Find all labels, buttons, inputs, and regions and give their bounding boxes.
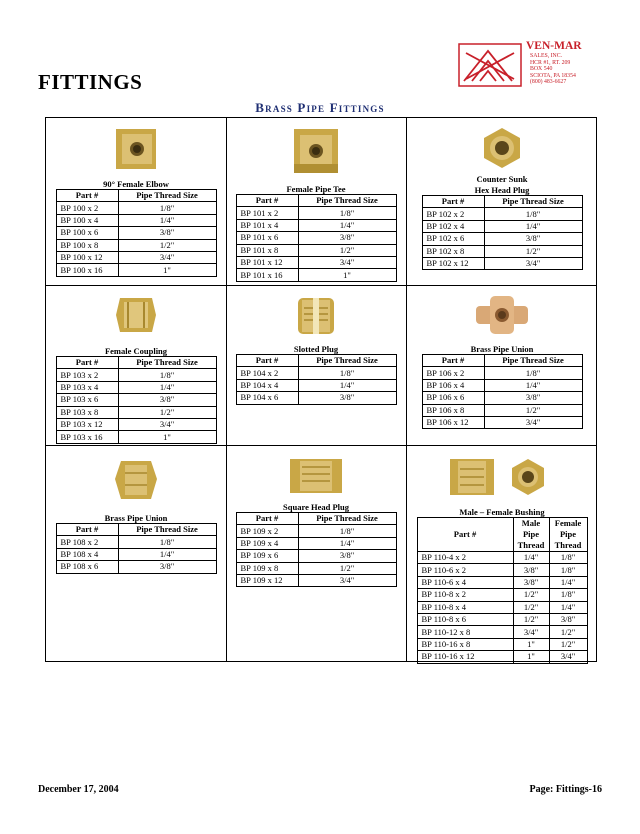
table-row <box>56 418 216 430</box>
table-row <box>56 202 216 214</box>
spec-table-elbow <box>56 189 217 277</box>
logo-address <box>530 53 576 86</box>
table-row <box>236 379 396 391</box>
table-row <box>422 367 582 379</box>
elbow-fitting-icon <box>114 126 158 172</box>
female-thread: 1/4" <box>549 576 587 588</box>
thread-size: 1" <box>298 269 396 281</box>
thread-size: 3/4" <box>298 574 396 586</box>
hex-plug-icon <box>480 126 524 170</box>
logo-line: (800) 483-6627 <box>530 79 567 86</box>
table-row <box>417 564 587 576</box>
coupling-icon <box>114 294 158 336</box>
thread-size: 1/2" <box>484 245 582 257</box>
table-row <box>417 651 587 663</box>
product-title: Male – Female Bushing <box>459 507 545 517</box>
part-number: BP 101 x 12 <box>236 256 298 268</box>
product-cell-union-108 <box>46 455 226 574</box>
female-thread: 1/4" <box>549 601 587 613</box>
part-number: BP 103 x 16 <box>56 431 118 443</box>
part-number: BP 102 x 6 <box>422 233 484 245</box>
table-row <box>56 548 216 560</box>
thread-size: 1/8" <box>118 369 216 381</box>
thread-size: 3/8" <box>118 561 216 573</box>
table-row <box>422 257 582 269</box>
thread-size: 1/4" <box>484 220 582 232</box>
female-thread: 3/4" <box>549 651 587 663</box>
spec-table-coupling <box>56 356 217 444</box>
column-header: Female Pipe Thread <box>549 518 587 552</box>
table-row <box>417 613 587 625</box>
thread-size: 1/2" <box>118 239 216 251</box>
table-row <box>417 589 587 601</box>
male-thread: 1/2" <box>513 613 549 625</box>
product-cell-hex-plug <box>406 126 598 270</box>
table-row <box>417 626 587 638</box>
thread-size: 1/2" <box>484 404 582 416</box>
column-header: Part # <box>236 195 298 207</box>
table-row <box>236 219 396 231</box>
page-title: FITTINGS <box>38 70 143 94</box>
part-number: BP 103 x 2 <box>56 369 118 381</box>
part-number: BP 109 x 6 <box>236 550 298 562</box>
thread-size: 3/4" <box>484 257 582 269</box>
column-header: Pipe Thread Size <box>298 355 396 367</box>
table-row <box>56 369 216 381</box>
product-cell-elbow <box>46 126 226 277</box>
thread-size: 1/4" <box>118 548 216 560</box>
part-number: BP 110-8 x 2 <box>417 589 513 601</box>
table-row <box>417 552 587 564</box>
part-number: BP 106 x 6 <box>422 392 484 404</box>
table-row <box>422 404 582 416</box>
column-header: Pipe Thread Size <box>118 357 216 369</box>
thread-size: 1" <box>118 431 216 443</box>
logo-company-name: VEN-MAR <box>526 40 582 52</box>
column-header: Part # <box>56 524 118 536</box>
logo-line: BOX 540 <box>530 66 553 73</box>
square-plug-icon <box>288 455 344 497</box>
bushing-images <box>406 455 598 499</box>
thread-size: 3/8" <box>298 232 396 244</box>
bushing-end-icon <box>510 457 546 497</box>
thread-size: 1/4" <box>298 537 396 549</box>
male-thread: 3/8" <box>513 576 549 588</box>
thread-size: 3/4" <box>118 418 216 430</box>
part-number: BP 109 x 2 <box>236 525 298 537</box>
table-row <box>56 406 216 418</box>
thread-size: 1/2" <box>118 406 216 418</box>
product-title: Female Pipe Tee <box>286 184 346 194</box>
thread-size: 1/8" <box>118 536 216 548</box>
column-header: Pipe Thread Size <box>484 355 582 367</box>
thread-size: 3/8" <box>118 227 216 239</box>
part-number: BP 110-4 x 2 <box>417 552 513 564</box>
thread-size: 1" <box>118 264 216 276</box>
spec-table-bushing <box>417 517 588 664</box>
male-thread: 1/2" <box>513 589 549 601</box>
table-row <box>417 601 587 613</box>
product-title: Counter Sunk <box>476 174 528 184</box>
logo-line: SCIOTA, PA 18354 <box>530 72 576 79</box>
footer-date: December 17, 2004 <box>38 784 119 795</box>
column-header: Part # <box>56 357 118 369</box>
table-row <box>417 638 587 650</box>
part-number: BP 100 x 6 <box>56 227 118 239</box>
thread-size: 3/8" <box>484 233 582 245</box>
thread-size: 1/8" <box>484 367 582 379</box>
slotted-plug-icon <box>294 294 338 338</box>
thread-size: 3/4" <box>298 256 396 268</box>
table-row <box>56 381 216 393</box>
female-thread: 1/2" <box>549 626 587 638</box>
part-number: BP 104 x 4 <box>236 379 298 391</box>
part-number: BP 109 x 4 <box>236 537 298 549</box>
footer-page-number: Page: Fittings-16 <box>529 784 602 795</box>
table-row <box>236 392 396 404</box>
thread-size: 1/4" <box>484 379 582 391</box>
thread-size: 1/4" <box>118 381 216 393</box>
male-thread: 3/8" <box>513 564 549 576</box>
ven-mar-logo-icon <box>458 43 522 87</box>
part-number: BP 110-16 x 12 <box>417 651 513 663</box>
part-number: BP 109 x 12 <box>236 574 298 586</box>
spec-table-hex-plug <box>422 195 583 270</box>
thread-size: 1/4" <box>298 379 396 391</box>
thread-size: 3/4" <box>484 416 582 428</box>
thread-size: 1/8" <box>484 208 582 220</box>
female-thread: 1/8" <box>549 589 587 601</box>
male-thread: 1" <box>513 638 549 650</box>
table-row <box>236 537 396 549</box>
thread-size: 3/8" <box>484 392 582 404</box>
part-number: BP 102 x 12 <box>422 257 484 269</box>
column-header: Part # <box>236 513 298 525</box>
part-number: BP 102 x 4 <box>422 220 484 232</box>
male-thread: 1/2" <box>513 601 549 613</box>
logo-line: HCR #1, RT. 209 <box>530 59 571 66</box>
thread-size: 1/4" <box>118 214 216 226</box>
spec-table-union-106 <box>422 354 583 429</box>
part-number: BP 103 x 6 <box>56 394 118 406</box>
part-number: BP 100 x 2 <box>56 202 118 214</box>
thread-size: 3/8" <box>298 550 396 562</box>
part-number: BP 110-6 x 4 <box>417 576 513 588</box>
table-row <box>236 367 396 379</box>
part-number: BP 100 x 8 <box>56 239 118 251</box>
thread-size: 1/2" <box>298 562 396 574</box>
product-cell-union-106 <box>406 294 598 429</box>
part-number: BP 100 x 12 <box>56 251 118 263</box>
part-number: BP 108 x 6 <box>56 561 118 573</box>
fittings-grid <box>45 117 597 662</box>
product-cell-square-plug <box>226 455 406 587</box>
thread-size: 3/8" <box>298 392 396 404</box>
thread-size: 1/4" <box>298 219 396 231</box>
table-row <box>56 536 216 548</box>
table-row <box>422 233 582 245</box>
female-thread: 3/8" <box>549 613 587 625</box>
table-row <box>56 394 216 406</box>
thread-size: 1/2" <box>298 244 396 256</box>
female-thread: 1/2" <box>549 638 587 650</box>
thread-size: 3/4" <box>118 251 216 263</box>
pipe-union-icon <box>474 294 530 336</box>
part-number: BP 106 x 12 <box>422 416 484 428</box>
table-row <box>236 550 396 562</box>
column-header: Pipe Thread Size <box>298 513 396 525</box>
table-row <box>236 207 396 219</box>
part-number: BP 110-6 x 2 <box>417 564 513 576</box>
part-number: BP 103 x 12 <box>56 418 118 430</box>
table-row <box>56 227 216 239</box>
product-title: Square Head Plug <box>283 502 349 512</box>
table-row <box>417 576 587 588</box>
part-number: BP 106 x 8 <box>422 404 484 416</box>
pipe-union-icon <box>113 455 159 505</box>
table-row <box>56 561 216 573</box>
column-header: Part # <box>236 355 298 367</box>
column-header: Pipe Thread Size <box>298 195 396 207</box>
thread-size: 1/8" <box>118 202 216 214</box>
part-number: BP 102 x 8 <box>422 245 484 257</box>
part-number: BP 110-8 x 6 <box>417 613 513 625</box>
male-thread: 3/4" <box>513 626 549 638</box>
male-thread: 1" <box>513 651 549 663</box>
product-cell-tee <box>226 126 406 282</box>
part-number: BP 102 x 2 <box>422 208 484 220</box>
part-number: BP 104 x 6 <box>236 392 298 404</box>
logo-line: SALES, INC. <box>530 53 563 59</box>
column-header: Male Pipe Thread <box>513 518 549 552</box>
part-number: BP 103 x 4 <box>56 381 118 393</box>
part-number: BP 103 x 8 <box>56 406 118 418</box>
spec-table-tee <box>236 194 397 282</box>
table-row <box>422 208 582 220</box>
column-header: Part # <box>422 355 484 367</box>
table-row <box>236 232 396 244</box>
part-number: BP 101 x 4 <box>236 219 298 231</box>
product-title: Female Coupling <box>104 346 168 356</box>
part-number: BP 110-8 x 4 <box>417 601 513 613</box>
spec-table-union-108 <box>56 523 217 574</box>
part-number: BP 101 x 2 <box>236 207 298 219</box>
column-header: Part # <box>417 518 513 552</box>
table-row <box>56 239 216 251</box>
product-cell-bushing <box>406 455 598 664</box>
product-title: Brass Pipe Union <box>104 513 168 523</box>
part-number: BP 100 x 4 <box>56 214 118 226</box>
table-row <box>56 264 216 276</box>
table-row <box>236 525 396 537</box>
part-number: BP 100 x 16 <box>56 264 118 276</box>
thread-size: 1/8" <box>298 367 396 379</box>
table-row <box>236 574 396 586</box>
column-header: Part # <box>422 196 484 208</box>
part-number: BP 108 x 4 <box>56 548 118 560</box>
thread-size: 1/8" <box>298 207 396 219</box>
table-row <box>56 431 216 443</box>
section-title: Brass Pipe Fittings <box>255 100 385 115</box>
table-row <box>56 251 216 263</box>
female-thread: 1/8" <box>549 552 587 564</box>
company-logo <box>458 40 598 88</box>
table-row <box>56 214 216 226</box>
part-number: BP 101 x 6 <box>236 232 298 244</box>
column-header: Pipe Thread Size <box>484 196 582 208</box>
part-number: BP 110-12 x 8 <box>417 626 513 638</box>
spec-table-slotted-plug <box>236 354 397 405</box>
part-number: BP 110-16 x 8 <box>417 638 513 650</box>
part-number: BP 101 x 8 <box>236 244 298 256</box>
grid-divider <box>46 445 596 446</box>
table-row <box>236 562 396 574</box>
column-header: Part # <box>56 190 118 202</box>
product-title: 90° Female Elbow <box>103 179 169 189</box>
product-title: Slotted Plug <box>293 344 339 354</box>
product-title: Brass Pipe Union <box>470 344 534 354</box>
grid-divider <box>46 285 596 286</box>
product-cell-slotted-plug <box>226 294 406 405</box>
part-number: BP 104 x 2 <box>236 367 298 379</box>
thread-size: 3/8" <box>118 394 216 406</box>
table-row <box>236 256 396 268</box>
part-number: BP 109 x 8 <box>236 562 298 574</box>
thread-size: 1/8" <box>298 525 396 537</box>
part-number: BP 106 x 2 <box>422 367 484 379</box>
product-title: Hex Head Plug <box>474 185 530 195</box>
male-thread: 1/4" <box>513 552 549 564</box>
table-row <box>236 244 396 256</box>
column-header: Pipe Thread Size <box>118 190 216 202</box>
table-row <box>422 392 582 404</box>
table-row <box>422 220 582 232</box>
spec-table-square-plug <box>236 512 397 587</box>
tee-fitting-icon <box>291 126 341 176</box>
part-number: BP 108 x 2 <box>56 536 118 548</box>
part-number: BP 106 x 4 <box>422 379 484 391</box>
table-row <box>422 416 582 428</box>
product-cell-coupling <box>46 294 226 444</box>
bushing-side-icon <box>448 457 496 497</box>
female-thread: 1/8" <box>549 564 587 576</box>
table-row <box>236 269 396 281</box>
table-row <box>422 245 582 257</box>
column-header: Pipe Thread Size <box>118 524 216 536</box>
table-row <box>422 379 582 391</box>
part-number: BP 101 x 16 <box>236 269 298 281</box>
